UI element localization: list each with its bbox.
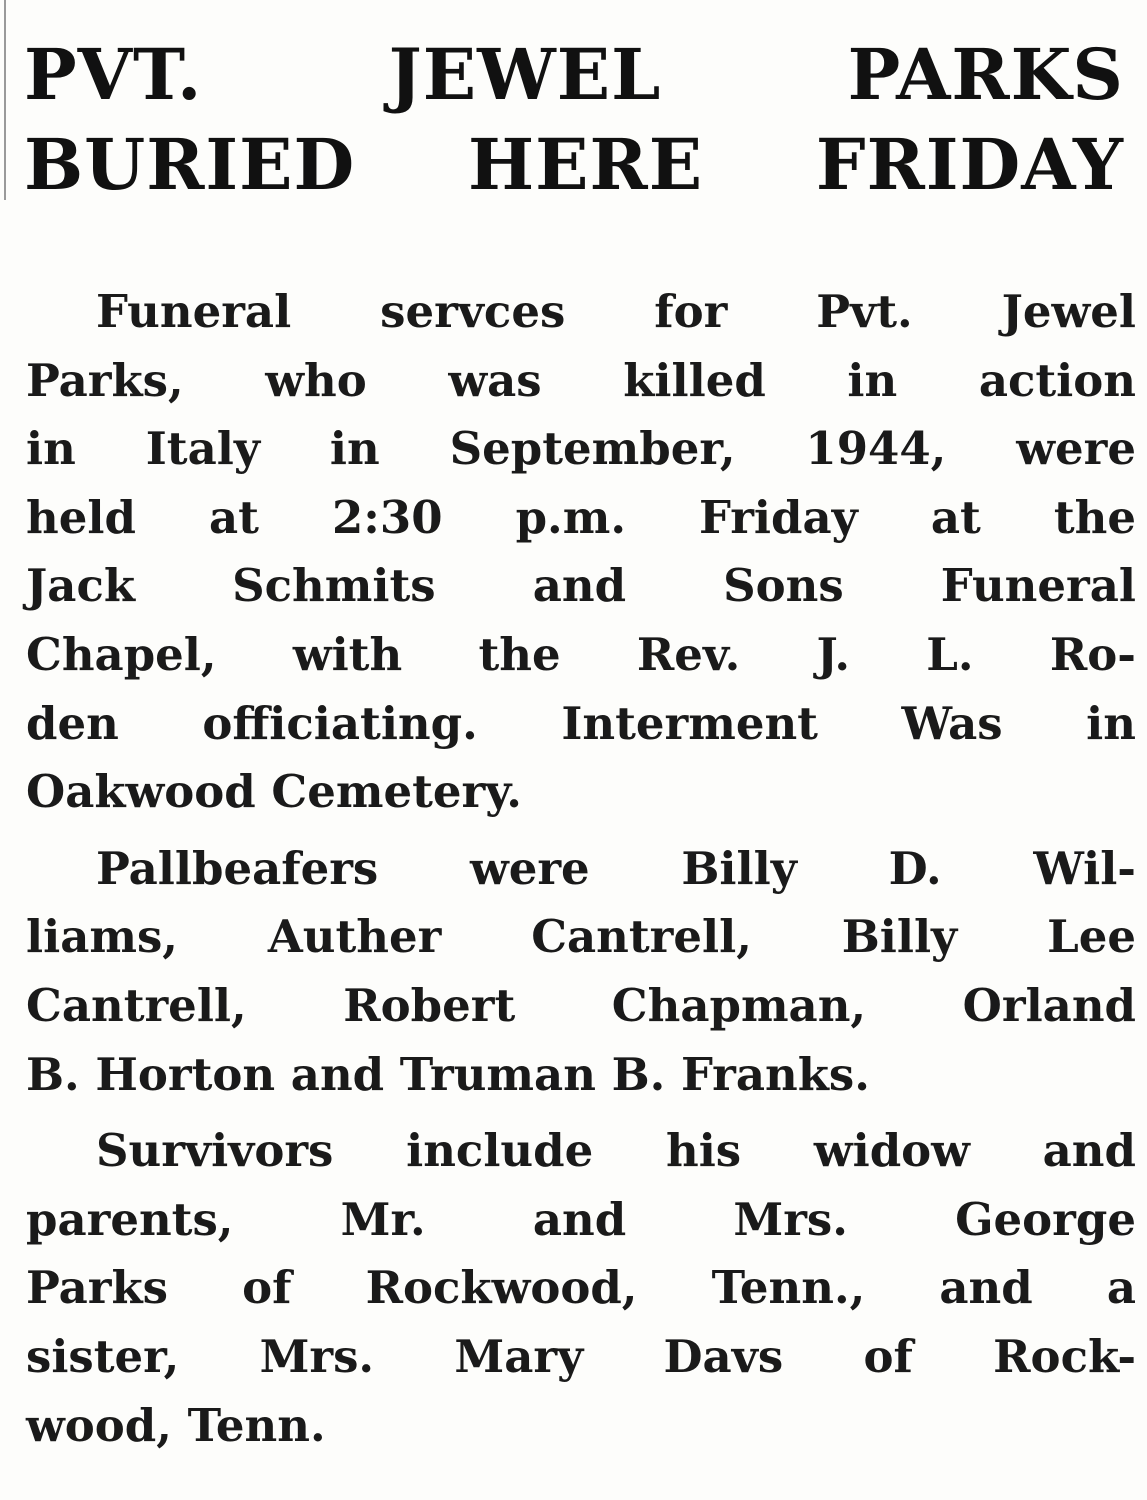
text-line: in Italy in September, 1944, were: [26, 422, 1136, 476]
article-body: [26, 278, 1136, 1460]
text-line: Cantrell, Robert Chapman, Orland: [26, 978, 1136, 1032]
paragraph-pallbearers: [26, 835, 1136, 1109]
text-line: Funeral servces for Pvt. Jewel: [96, 285, 1136, 338]
text-line: Jack Schmits and Sons Funeral: [26, 559, 1136, 613]
paragraph-survivors: [26, 1117, 1136, 1460]
text-line: Chapel, with the Rev. J. L. Ro-: [26, 627, 1136, 681]
headline: [24, 30, 1124, 210]
text-line: held at 2:30 p.m. Friday at the: [26, 490, 1136, 544]
text-line: Oakwood Cemetery.: [26, 765, 522, 819]
text-line: B. Horton and Truman B. Franks.: [26, 1047, 870, 1101]
text-line: Parks, who was killed in action: [26, 353, 1136, 407]
text-line: parents, Mr. and Mrs. George: [26, 1192, 1136, 1246]
headline-line: BURIED HERE FRIDAY: [24, 123, 1124, 206]
text-line: liams, Auther Cantrell, Billy Lee: [26, 910, 1136, 964]
text-line: Pallbeafers were Billy D. Wil-: [96, 841, 1136, 895]
headline-line: PVT. JEWEL PARKS: [24, 33, 1124, 116]
paragraph-funeral-services: [26, 278, 1136, 827]
text-line: Survivors include his widow and: [96, 1124, 1136, 1178]
text-line: wood, Tenn.: [26, 1398, 326, 1452]
column-rule: [4, 0, 6, 200]
text-line: Parks of Rockwood, Tenn., and a: [26, 1261, 1136, 1315]
text-line: sister, Mrs. Mary Davs of Rock-: [26, 1329, 1136, 1383]
text-line: den officiating. Interment Was in: [26, 696, 1136, 750]
